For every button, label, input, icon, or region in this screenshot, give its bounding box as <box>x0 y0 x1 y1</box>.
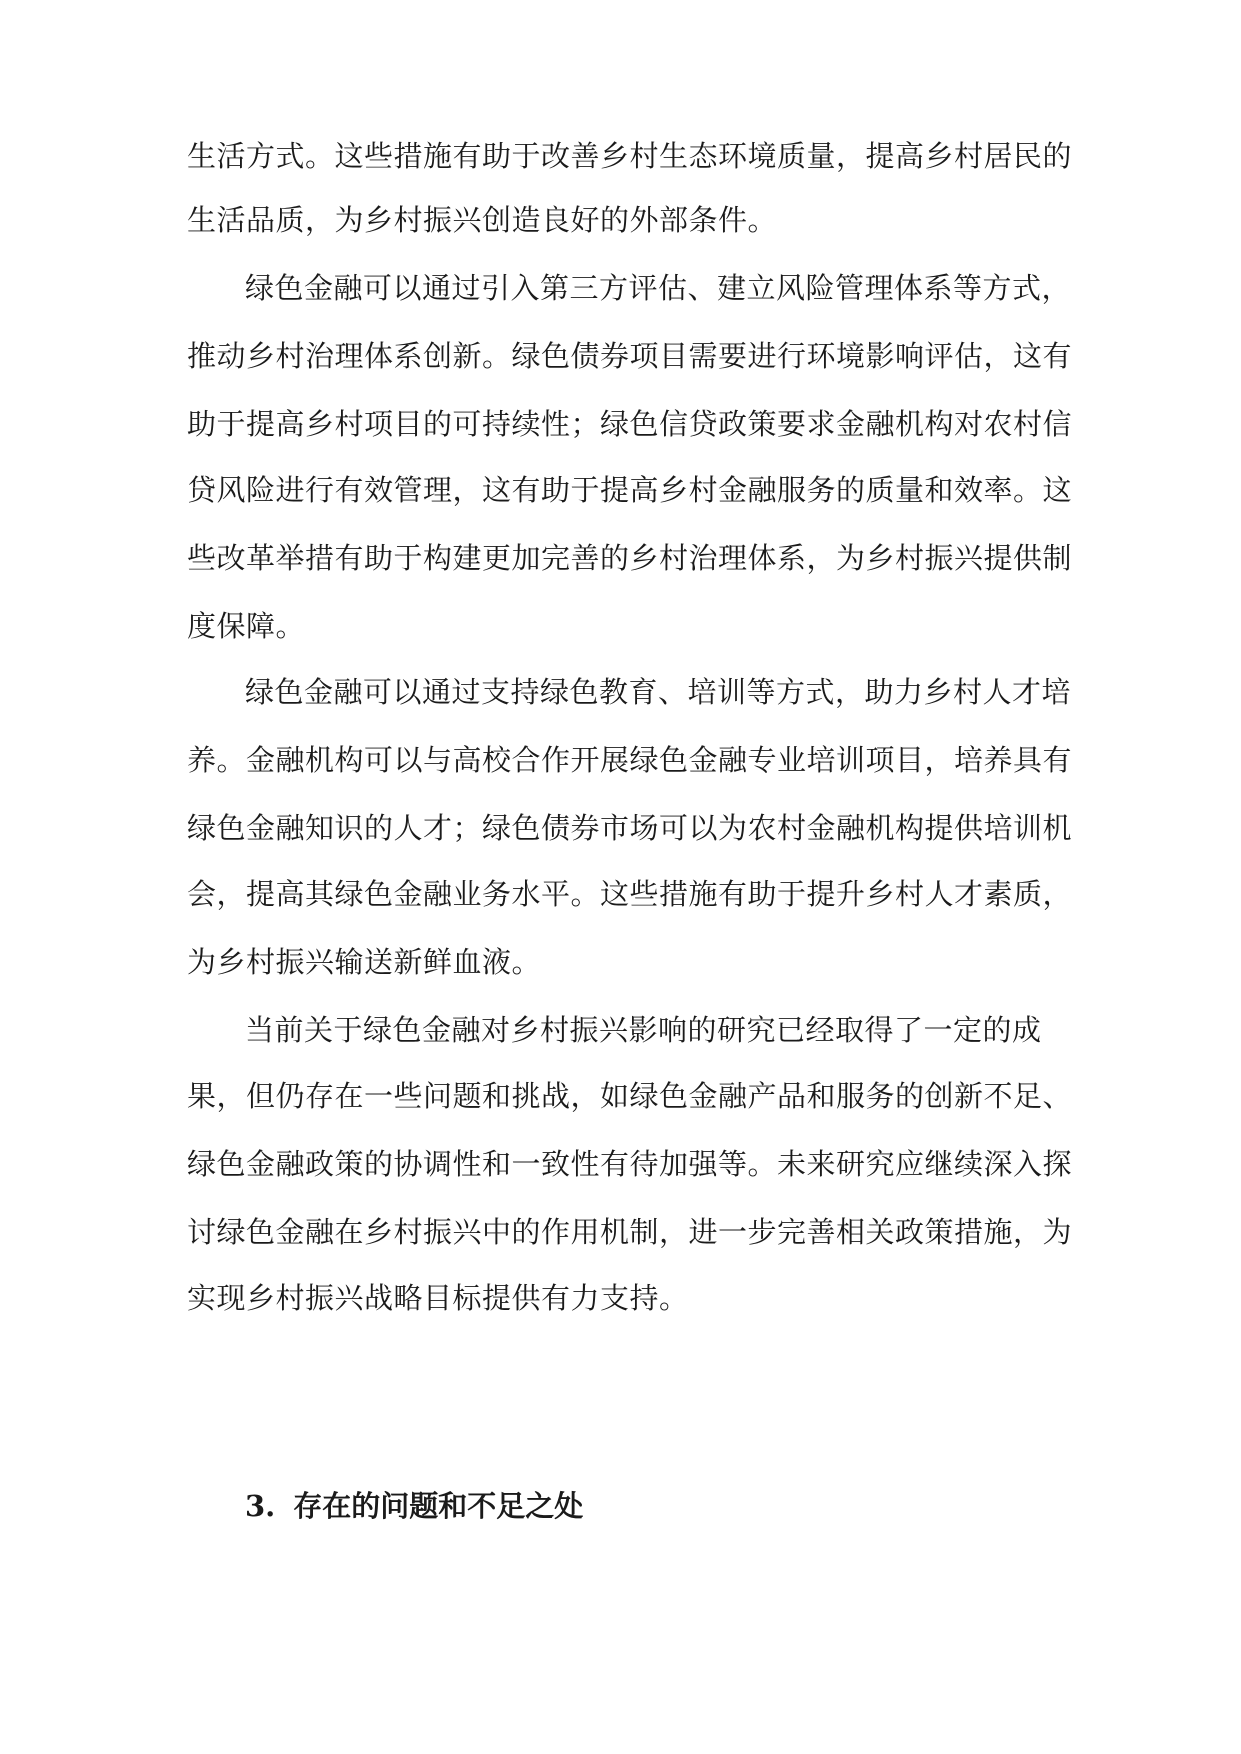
paragraph-2-line-5: 些改革举措有助于构建更加完善的乡村治理体系，为乡村振兴提供制 <box>187 541 1073 575</box>
paragraph-4-line-5: 实现乡村振兴战略目标提供有力支持。 <box>187 1281 689 1315</box>
paragraph-3-line-5: 为乡村振兴输送新鲜血液。 <box>187 945 542 979</box>
paragraph-3-line-2: 养。金融机构可以与高校合作开展绿色金融专业培训项目，培养具有 <box>187 743 1073 777</box>
paragraph-2-line-4: 贷风险进行有效管理，这有助于提高乡村金融服务的质量和效率。这 <box>187 473 1073 507</box>
paragraph-3-line-3: 绿色金融知识的人才；绿色债券市场可以为农村金融机构提供培训机 <box>187 811 1073 845</box>
section-heading <box>245 1486 583 1526</box>
paragraph-4-line-3: 绿色金融政策的协调性和一致性有待加强等。未来研究应继续深入探 <box>187 1147 1073 1181</box>
paragraph-1-line-2: 生活品质，为乡村振兴创造良好的外部条件。 <box>187 203 778 237</box>
paragraph-2-line-2: 推动乡村治理体系创新。绿色债券项目需要进行环境影响评估，这有 <box>187 339 1073 373</box>
paragraph-4-line-2: 果，但仍存在一些问题和挑战，如绿色金融产品和服务的创新不足、 <box>187 1079 1073 1113</box>
paragraph-3-line-1: 绿色金融可以通过支持绿色教育、培训等方式，助力乡村人才培 <box>245 675 1072 709</box>
paragraph-4-line-4: 讨绿色金融在乡村振兴中的作用机制，进一步完善相关政策措施，为 <box>187 1215 1073 1249</box>
section-number: 3. <box>245 1489 276 1523</box>
paragraph-2-line-1: 绿色金融可以通过引入第三方评估、建立风险管理体系等方式， <box>245 271 1072 305</box>
paragraph-2-line-3: 助于提高乡村项目的可持续性；绿色信贷政策要求金融机构对农村信 <box>187 407 1073 441</box>
section-title: 存在的问题和不足之处 <box>293 1489 584 1523</box>
paragraph-4-line-1: 当前关于绿色金融对乡村振兴影响的研究已经取得了一定的成 <box>245 1013 1042 1047</box>
paragraph-2-line-6: 度保障。 <box>187 609 306 643</box>
paragraph-1-line-1: 生活方式。这些措施有助于改善乡村生态环境质量，提高乡村居民的 <box>187 139 1073 173</box>
paragraph-3-line-4: 会，提高其绿色金融业务水平。这些措施有助于提升乡村人才素质， <box>187 877 1073 911</box>
